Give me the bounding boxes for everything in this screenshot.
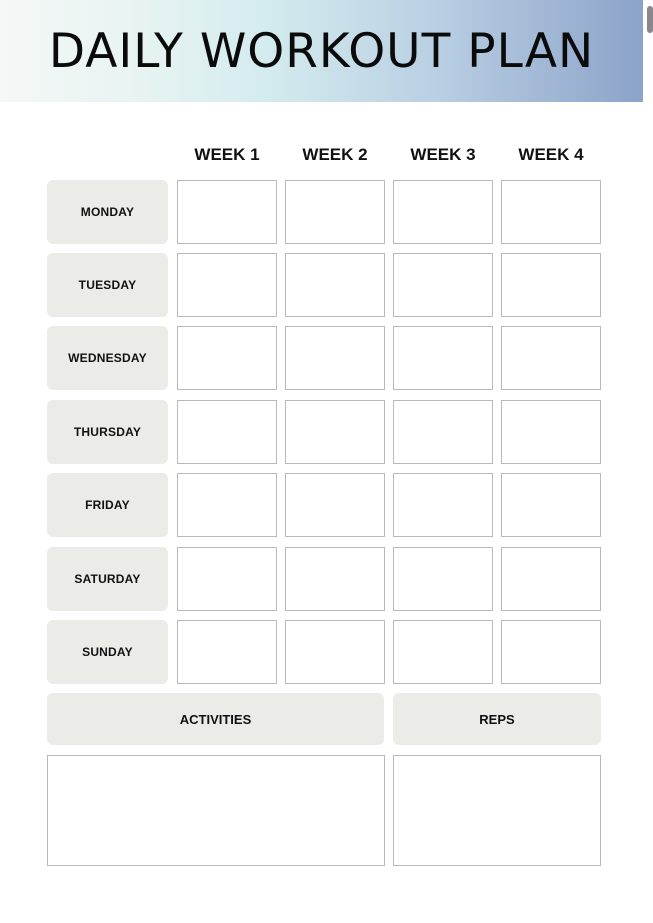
cell-tuesday-week-1[interactable]	[177, 253, 277, 317]
cell-wednesday-week-3[interactable]	[393, 326, 493, 390]
cell-wednesday-week-2[interactable]	[285, 326, 385, 390]
cell-saturday-week-1[interactable]	[177, 547, 277, 611]
cell-sunday-week-2[interactable]	[285, 620, 385, 684]
cell-friday-week-1[interactable]	[177, 473, 277, 537]
cell-friday-week-4[interactable]	[501, 473, 601, 537]
week-header-3: WEEK 3	[410, 145, 476, 164]
week-header-1: WEEK 1	[194, 145, 260, 164]
activities-input-box[interactable]	[47, 755, 385, 866]
cell-thursday-week-1[interactable]	[177, 400, 277, 464]
cell-sunday-week-3[interactable]	[393, 620, 493, 684]
page-title: DAILY WORKOUT PLAN	[48, 23, 595, 79]
activities-header	[47, 693, 384, 745]
scrollbar-thumb[interactable]	[647, 6, 653, 33]
day-label-monday: MONDAY	[47, 180, 168, 244]
cell-tuesday-week-3[interactable]	[393, 253, 493, 317]
day-label-wednesday: WEDNESDAY	[47, 326, 168, 390]
cell-monday-week-1[interactable]	[177, 180, 277, 244]
cell-monday-week-4[interactable]	[501, 180, 601, 244]
reps-label: REPS	[479, 711, 515, 727]
reps-input-box[interactable]	[393, 755, 601, 866]
activities-label: ACTIVITIES	[179, 711, 252, 727]
cell-friday-week-2[interactable]	[285, 473, 385, 537]
cell-wednesday-week-1[interactable]	[177, 326, 277, 390]
cell-wednesday-week-4[interactable]	[501, 326, 601, 390]
day-label-sunday: SUNDAY	[47, 620, 168, 684]
cell-monday-week-3[interactable]	[393, 180, 493, 244]
cell-tuesday-week-2[interactable]	[285, 253, 385, 317]
cell-thursday-week-4[interactable]	[501, 400, 601, 464]
day-label-saturday: SATURDAY	[47, 547, 168, 611]
cell-friday-week-3[interactable]	[393, 473, 493, 537]
cell-sunday-week-4[interactable]	[501, 620, 601, 684]
cell-thursday-week-2[interactable]	[285, 400, 385, 464]
cell-saturday-week-2[interactable]	[285, 547, 385, 611]
day-label-friday: FRIDAY	[47, 473, 168, 537]
day-label-tuesday: TUESDAY	[47, 253, 168, 317]
reps-header	[393, 693, 601, 745]
week-header-4: WEEK 4	[518, 145, 584, 164]
cell-sunday-week-1[interactable]	[177, 620, 277, 684]
title-banner	[0, 0, 643, 102]
cell-monday-week-2[interactable]	[285, 180, 385, 244]
cell-tuesday-week-4[interactable]	[501, 253, 601, 317]
week-header-2: WEEK 2	[302, 145, 368, 164]
cell-thursday-week-3[interactable]	[393, 400, 493, 464]
cell-saturday-week-4[interactable]	[501, 547, 601, 611]
cell-saturday-week-3[interactable]	[393, 547, 493, 611]
day-label-thursday: THURSDAY	[47, 400, 168, 464]
